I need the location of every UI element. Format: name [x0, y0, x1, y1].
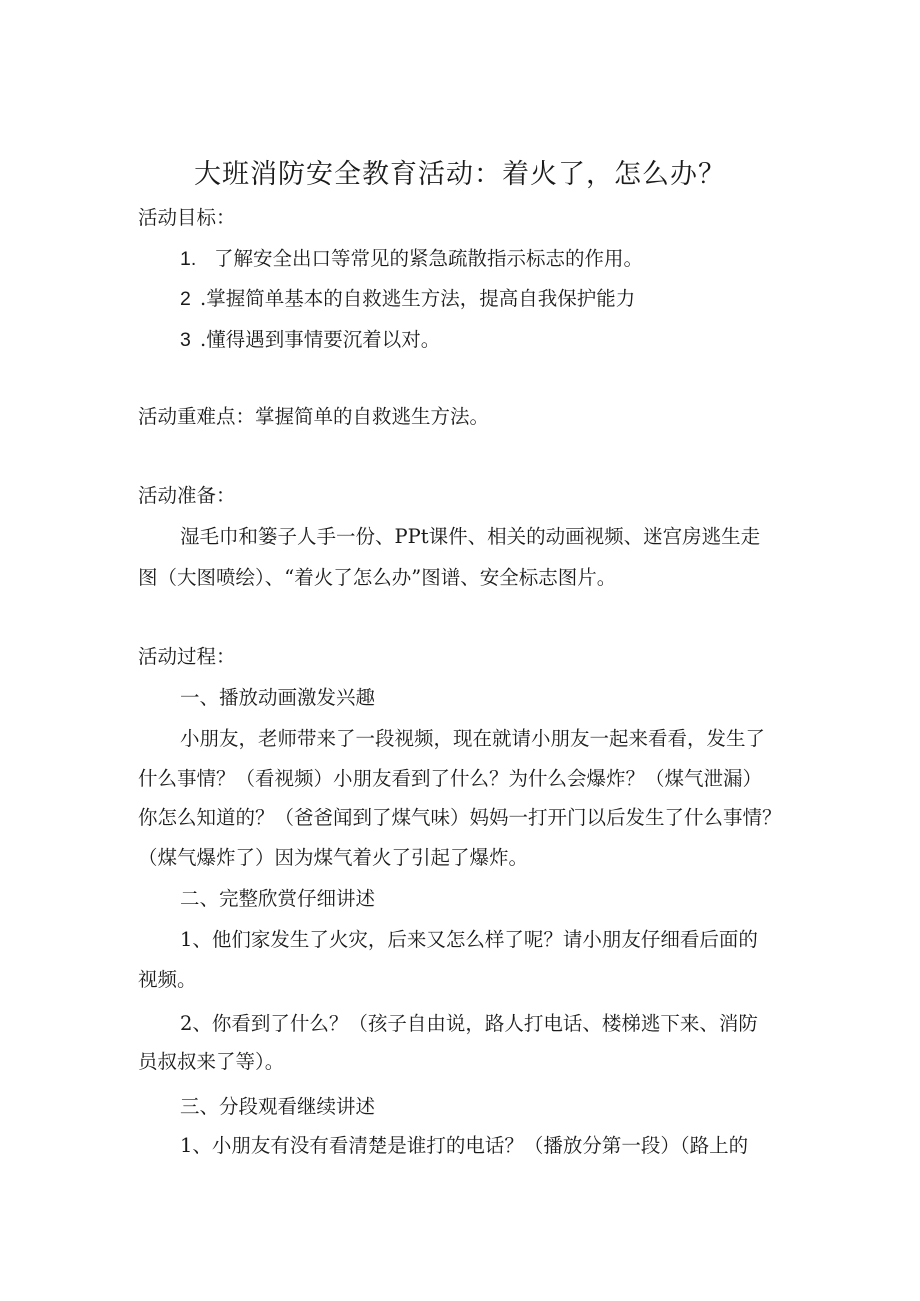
- section-2-item-1-line-2: 视频。: [138, 968, 197, 991]
- document-title: 大班消防安全教育活动：着火了，怎么办？: [194, 159, 726, 190]
- section-2-item-2-line-2: 员叔叔来了等）。: [138, 1050, 285, 1073]
- section-1-title: 一、播放动画激发兴趣: [180, 686, 376, 709]
- section-2-title: 二、完整欣赏仔细讲述: [180, 887, 376, 910]
- goal-item-2-number: 2: [180, 288, 191, 310]
- goal-item-1-number: 1.: [180, 248, 197, 270]
- goal-item-3-text: .懂得遇到事情要沉着以对。: [200, 328, 441, 351]
- section-2-item-2-line-1: 2、你看到了什么？（孩子自由说，路人打电话、楼梯逃下来、消防: [180, 1012, 758, 1035]
- preparation-line-2: 图（大图喷绘）、“着火了怎么办”图谱、安全标志图片。: [138, 566, 617, 589]
- section-1-line-2: 什么事情？（看视频）小朋友看到了什么？为什么会爆炸？（煤气泄漏）: [138, 767, 763, 790]
- goal-item-3-number: 3: [180, 329, 191, 351]
- section-1-line-4: （煤气爆炸了）因为煤气着火了引起了爆炸。: [138, 846, 529, 869]
- section-1-line-3: 你怎么知道的？（爸爸闻到了煤气味）妈妈一打开门以后发生了什么事情？: [138, 806, 782, 829]
- goal-item-1-text: 了解安全出口等常见的紧急疏散指示标志的作用。: [214, 247, 644, 270]
- preparation-line-1: 湿毛巾和篓子人手一份、PPt课件、相关的动画视频、迷宫房逃生走: [180, 525, 761, 548]
- goal-item-2: [180, 287, 635, 311]
- goals-heading: 活动目标：: [138, 206, 236, 229]
- section-1-line-1: 小朋友，老师带来了一段视频，现在就请小朋友一起来看看，发生了: [180, 727, 766, 750]
- preparation-heading: 活动准备：: [138, 484, 236, 507]
- goal-item-1: [180, 247, 643, 271]
- goal-item-2-text: .掌握简单基本的自救逃生方法，提高自我保护能力: [200, 287, 636, 310]
- section-2-item-1-line-1: 1、他们家发生了火灾，后来又怎么样了呢？请小朋友仔细看后面的: [180, 928, 758, 951]
- goal-item-3: [180, 328, 440, 352]
- process-heading: 活动过程：: [138, 645, 236, 668]
- section-3-title: 三、分段观看继续讲述: [180, 1095, 376, 1118]
- key-points-line: 活动重难点：掌握简单的自救逃生方法。: [138, 405, 490, 428]
- section-3-item-1-line-1: 1、小朋友有没有看清楚是谁打的电话？（播放分第一段）（路上的: [180, 1134, 749, 1157]
